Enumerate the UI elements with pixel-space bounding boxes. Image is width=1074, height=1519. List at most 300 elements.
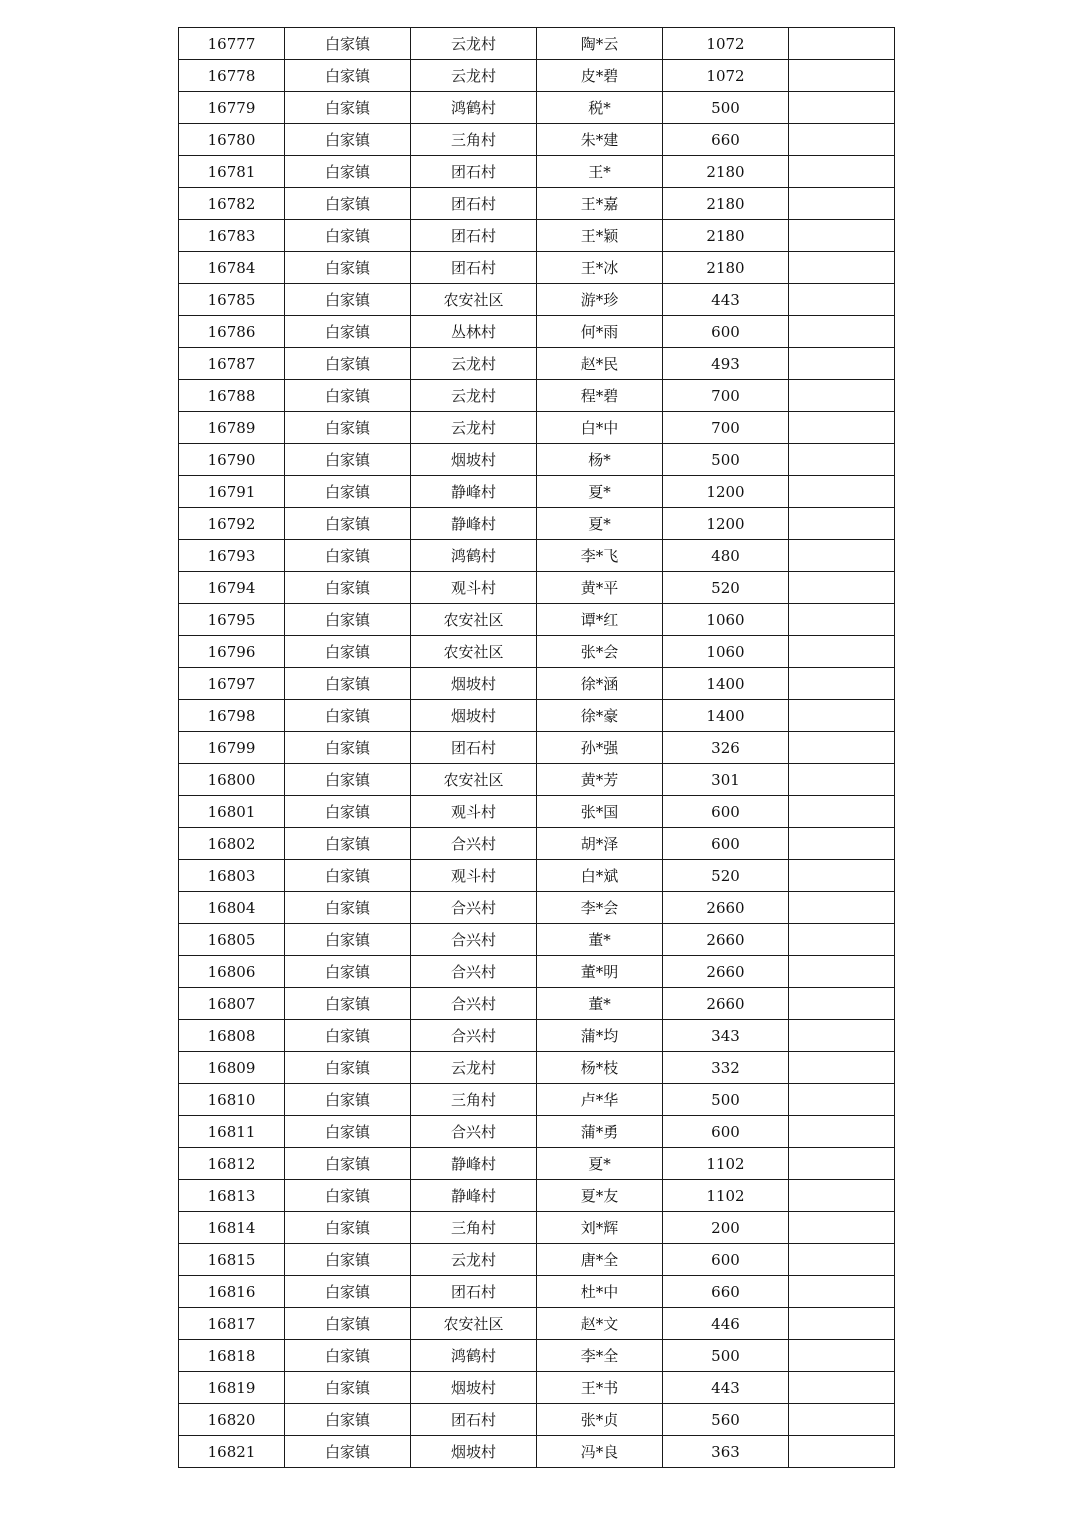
- remark-cell: [789, 1276, 895, 1308]
- town-cell: 白家镇: [285, 1436, 411, 1468]
- serial-number-cell: 16817: [179, 1308, 285, 1340]
- table-row: [179, 476, 895, 508]
- table-row: [179, 412, 895, 444]
- village-cell: 观斗村: [411, 860, 537, 892]
- remark-cell: [789, 188, 895, 220]
- person-name-cell: 董*明: [537, 956, 663, 988]
- village-cell: 云龙村: [411, 380, 537, 412]
- town-cell: 白家镇: [285, 764, 411, 796]
- serial-number-cell: 16810: [179, 1084, 285, 1116]
- person-name-cell: 刘*辉: [537, 1212, 663, 1244]
- village-cell: 云龙村: [411, 1244, 537, 1276]
- table-row: [179, 380, 895, 412]
- table-row: [179, 540, 895, 572]
- town-cell: 白家镇: [285, 796, 411, 828]
- person-name-cell: 白*中: [537, 412, 663, 444]
- remark-cell: [789, 700, 895, 732]
- table-row: [179, 188, 895, 220]
- remark-cell: [789, 1436, 895, 1468]
- table-row: [179, 828, 895, 860]
- serial-number-cell: 16805: [179, 924, 285, 956]
- town-cell: 白家镇: [285, 284, 411, 316]
- serial-number-cell: 16795: [179, 604, 285, 636]
- amount-cell: 660: [663, 124, 789, 156]
- table-row: [179, 1308, 895, 1340]
- serial-number-cell: 16793: [179, 540, 285, 572]
- town-cell: 白家镇: [285, 1020, 411, 1052]
- serial-number-cell: 16781: [179, 156, 285, 188]
- person-name-cell: 董*: [537, 924, 663, 956]
- town-cell: 白家镇: [285, 348, 411, 380]
- village-cell: 鸿鹤村: [411, 92, 537, 124]
- table-row: [179, 924, 895, 956]
- serial-number-cell: 16814: [179, 1212, 285, 1244]
- amount-cell: 1102: [663, 1180, 789, 1212]
- remark-cell: [789, 924, 895, 956]
- serial-number-cell: 16777: [179, 28, 285, 60]
- town-cell: 白家镇: [285, 444, 411, 476]
- person-name-cell: 夏*友: [537, 1180, 663, 1212]
- table-row: [179, 1084, 895, 1116]
- town-cell: 白家镇: [285, 92, 411, 124]
- remark-cell: [789, 1180, 895, 1212]
- town-cell: 白家镇: [285, 1308, 411, 1340]
- village-cell: 静峰村: [411, 508, 537, 540]
- village-cell: 观斗村: [411, 572, 537, 604]
- table-row: [179, 1340, 895, 1372]
- amount-cell: 326: [663, 732, 789, 764]
- serial-number-cell: 16813: [179, 1180, 285, 1212]
- remark-cell: [789, 1244, 895, 1276]
- person-name-cell: 杜*中: [537, 1276, 663, 1308]
- town-cell: 白家镇: [285, 1084, 411, 1116]
- remark-cell: [789, 508, 895, 540]
- person-name-cell: 蒲*均: [537, 1020, 663, 1052]
- amount-cell: 600: [663, 316, 789, 348]
- amount-cell: 480: [663, 540, 789, 572]
- village-cell: 合兴村: [411, 956, 537, 988]
- amount-cell: 2660: [663, 956, 789, 988]
- amount-cell: 493: [663, 348, 789, 380]
- village-cell: 静峰村: [411, 1180, 537, 1212]
- town-cell: 白家镇: [285, 732, 411, 764]
- person-name-cell: 冯*良: [537, 1436, 663, 1468]
- village-cell: 云龙村: [411, 60, 537, 92]
- person-name-cell: 白*斌: [537, 860, 663, 892]
- remark-cell: [789, 476, 895, 508]
- village-cell: 烟坡村: [411, 668, 537, 700]
- table-row: [179, 572, 895, 604]
- serial-number-cell: 16779: [179, 92, 285, 124]
- serial-number-cell: 16799: [179, 732, 285, 764]
- village-cell: 合兴村: [411, 924, 537, 956]
- serial-number-cell: 16821: [179, 1436, 285, 1468]
- person-name-cell: 杨*枝: [537, 1052, 663, 1084]
- serial-number-cell: 16784: [179, 252, 285, 284]
- serial-number-cell: 16818: [179, 1340, 285, 1372]
- table-row: [179, 700, 895, 732]
- table-row: [179, 1180, 895, 1212]
- serial-number-cell: 16815: [179, 1244, 285, 1276]
- serial-number-cell: 16785: [179, 284, 285, 316]
- amount-cell: 2180: [663, 188, 789, 220]
- serial-number-cell: 16811: [179, 1116, 285, 1148]
- table-row: [179, 892, 895, 924]
- town-cell: 白家镇: [285, 1404, 411, 1436]
- serial-number-cell: 16796: [179, 636, 285, 668]
- serial-number-cell: 16794: [179, 572, 285, 604]
- town-cell: 白家镇: [285, 28, 411, 60]
- remark-cell: [789, 412, 895, 444]
- remark-cell: [789, 156, 895, 188]
- serial-number-cell: 16782: [179, 188, 285, 220]
- person-name-cell: 王*颖: [537, 220, 663, 252]
- person-name-cell: 夏*: [537, 1148, 663, 1180]
- remark-cell: [789, 1212, 895, 1244]
- town-cell: 白家镇: [285, 860, 411, 892]
- amount-cell: 1102: [663, 1148, 789, 1180]
- remark-cell: [789, 860, 895, 892]
- amount-cell: 660: [663, 1276, 789, 1308]
- remark-cell: [789, 284, 895, 316]
- village-cell: 静峰村: [411, 476, 537, 508]
- table-row: [179, 1372, 895, 1404]
- amount-cell: 500: [663, 1340, 789, 1372]
- serial-number-cell: 16783: [179, 220, 285, 252]
- amount-cell: 446: [663, 1308, 789, 1340]
- person-name-cell: 李*全: [537, 1340, 663, 1372]
- table-row: [179, 252, 895, 284]
- subsidy-roster-table: [178, 27, 895, 1468]
- remark-cell: [789, 348, 895, 380]
- amount-cell: 200: [663, 1212, 789, 1244]
- town-cell: 白家镇: [285, 924, 411, 956]
- person-name-cell: 夏*: [537, 508, 663, 540]
- table-row: [179, 444, 895, 476]
- town-cell: 白家镇: [285, 124, 411, 156]
- serial-number-cell: 16806: [179, 956, 285, 988]
- village-cell: 三角村: [411, 1084, 537, 1116]
- table-row: [179, 860, 895, 892]
- village-cell: 农安社区: [411, 636, 537, 668]
- remark-cell: [789, 444, 895, 476]
- table-row: [179, 1212, 895, 1244]
- town-cell: 白家镇: [285, 1244, 411, 1276]
- town-cell: 白家镇: [285, 1372, 411, 1404]
- person-name-cell: 张*会: [537, 636, 663, 668]
- person-name-cell: 税*: [537, 92, 663, 124]
- remark-cell: [789, 796, 895, 828]
- remark-cell: [789, 252, 895, 284]
- village-cell: 云龙村: [411, 1052, 537, 1084]
- table-row: [179, 604, 895, 636]
- town-cell: 白家镇: [285, 188, 411, 220]
- table-row: [179, 508, 895, 540]
- table-row: [179, 668, 895, 700]
- town-cell: 白家镇: [285, 412, 411, 444]
- village-cell: 团石村: [411, 1404, 537, 1436]
- remark-cell: [789, 604, 895, 636]
- remark-cell: [789, 540, 895, 572]
- amount-cell: 520: [663, 860, 789, 892]
- table-row: [179, 764, 895, 796]
- person-name-cell: 王*嘉: [537, 188, 663, 220]
- person-name-cell: 李*会: [537, 892, 663, 924]
- amount-cell: 500: [663, 444, 789, 476]
- serial-number-cell: 16820: [179, 1404, 285, 1436]
- town-cell: 白家镇: [285, 380, 411, 412]
- person-name-cell: 黄*平: [537, 572, 663, 604]
- village-cell: 烟坡村: [411, 700, 537, 732]
- person-name-cell: 皮*碧: [537, 60, 663, 92]
- table-row: [179, 1276, 895, 1308]
- town-cell: 白家镇: [285, 156, 411, 188]
- town-cell: 白家镇: [285, 1212, 411, 1244]
- amount-cell: 363: [663, 1436, 789, 1468]
- town-cell: 白家镇: [285, 668, 411, 700]
- person-name-cell: 唐*全: [537, 1244, 663, 1276]
- person-name-cell: 夏*: [537, 476, 663, 508]
- table-row: [179, 92, 895, 124]
- person-name-cell: 赵*民: [537, 348, 663, 380]
- town-cell: 白家镇: [285, 1148, 411, 1180]
- village-cell: 云龙村: [411, 348, 537, 380]
- table-row: [179, 1244, 895, 1276]
- person-name-cell: 杨*: [537, 444, 663, 476]
- village-cell: 丛林村: [411, 316, 537, 348]
- village-cell: 云龙村: [411, 412, 537, 444]
- person-name-cell: 孙*强: [537, 732, 663, 764]
- amount-cell: 500: [663, 92, 789, 124]
- town-cell: 白家镇: [285, 220, 411, 252]
- amount-cell: 2180: [663, 252, 789, 284]
- amount-cell: 500: [663, 1084, 789, 1116]
- amount-cell: 2660: [663, 892, 789, 924]
- town-cell: 白家镇: [285, 476, 411, 508]
- amount-cell: 2180: [663, 220, 789, 252]
- person-name-cell: 谭*红: [537, 604, 663, 636]
- table-row: [179, 988, 895, 1020]
- remark-cell: [789, 668, 895, 700]
- table-row: [179, 348, 895, 380]
- person-name-cell: 卢*华: [537, 1084, 663, 1116]
- person-name-cell: 朱*建: [537, 124, 663, 156]
- serial-number-cell: 16786: [179, 316, 285, 348]
- village-cell: 三角村: [411, 124, 537, 156]
- amount-cell: 600: [663, 1244, 789, 1276]
- person-name-cell: 何*雨: [537, 316, 663, 348]
- table-row: [179, 156, 895, 188]
- table-row: [179, 1148, 895, 1180]
- village-cell: 团石村: [411, 188, 537, 220]
- person-name-cell: 徐*涵: [537, 668, 663, 700]
- serial-number-cell: 16816: [179, 1276, 285, 1308]
- serial-number-cell: 16800: [179, 764, 285, 796]
- amount-cell: 332: [663, 1052, 789, 1084]
- amount-cell: 600: [663, 1116, 789, 1148]
- amount-cell: 1060: [663, 604, 789, 636]
- remark-cell: [789, 1020, 895, 1052]
- serial-number-cell: 16789: [179, 412, 285, 444]
- town-cell: 白家镇: [285, 572, 411, 604]
- village-cell: 团石村: [411, 252, 537, 284]
- village-cell: 烟坡村: [411, 444, 537, 476]
- remark-cell: [789, 892, 895, 924]
- remark-cell: [789, 1404, 895, 1436]
- serial-number-cell: 16780: [179, 124, 285, 156]
- serial-number-cell: 16812: [179, 1148, 285, 1180]
- amount-cell: 600: [663, 796, 789, 828]
- person-name-cell: 胡*泽: [537, 828, 663, 860]
- amount-cell: 520: [663, 572, 789, 604]
- person-name-cell: 王*冰: [537, 252, 663, 284]
- amount-cell: 1200: [663, 508, 789, 540]
- remark-cell: [789, 316, 895, 348]
- serial-number-cell: 16791: [179, 476, 285, 508]
- serial-number-cell: 16801: [179, 796, 285, 828]
- remark-cell: [789, 572, 895, 604]
- remark-cell: [789, 732, 895, 764]
- amount-cell: 2180: [663, 156, 789, 188]
- table-body: [179, 28, 895, 1468]
- village-cell: 鸿鹤村: [411, 540, 537, 572]
- remark-cell: [789, 1308, 895, 1340]
- serial-number-cell: 16808: [179, 1020, 285, 1052]
- serial-number-cell: 16809: [179, 1052, 285, 1084]
- village-cell: 合兴村: [411, 892, 537, 924]
- village-cell: 鸿鹤村: [411, 1340, 537, 1372]
- town-cell: 白家镇: [285, 828, 411, 860]
- person-name-cell: 董*: [537, 988, 663, 1020]
- remark-cell: [789, 1052, 895, 1084]
- town-cell: 白家镇: [285, 540, 411, 572]
- serial-number-cell: 16787: [179, 348, 285, 380]
- amount-cell: 600: [663, 828, 789, 860]
- person-name-cell: 赵*文: [537, 1308, 663, 1340]
- remark-cell: [789, 988, 895, 1020]
- village-cell: 合兴村: [411, 828, 537, 860]
- table-row: [179, 1116, 895, 1148]
- table-row: [179, 1404, 895, 1436]
- remark-cell: [789, 1372, 895, 1404]
- serial-number-cell: 16778: [179, 60, 285, 92]
- amount-cell: 1060: [663, 636, 789, 668]
- amount-cell: 560: [663, 1404, 789, 1436]
- person-name-cell: 张*贞: [537, 1404, 663, 1436]
- town-cell: 白家镇: [285, 892, 411, 924]
- person-name-cell: 张*国: [537, 796, 663, 828]
- town-cell: 白家镇: [285, 636, 411, 668]
- table-row: [179, 956, 895, 988]
- remark-cell: [789, 92, 895, 124]
- remark-cell: [789, 828, 895, 860]
- table-row: [179, 1020, 895, 1052]
- remark-cell: [789, 956, 895, 988]
- amount-cell: 700: [663, 380, 789, 412]
- village-cell: 团石村: [411, 156, 537, 188]
- serial-number-cell: 16797: [179, 668, 285, 700]
- town-cell: 白家镇: [285, 700, 411, 732]
- table-row: [179, 316, 895, 348]
- remark-cell: [789, 1116, 895, 1148]
- village-cell: 农安社区: [411, 764, 537, 796]
- village-cell: 烟坡村: [411, 1436, 537, 1468]
- serial-number-cell: 16804: [179, 892, 285, 924]
- table-row: [179, 220, 895, 252]
- remark-cell: [789, 1084, 895, 1116]
- remark-cell: [789, 60, 895, 92]
- serial-number-cell: 16790: [179, 444, 285, 476]
- town-cell: 白家镇: [285, 1116, 411, 1148]
- village-cell: 三角村: [411, 1212, 537, 1244]
- table-row: [179, 124, 895, 156]
- person-name-cell: 王*: [537, 156, 663, 188]
- serial-number-cell: 16788: [179, 380, 285, 412]
- remark-cell: [789, 636, 895, 668]
- serial-number-cell: 16807: [179, 988, 285, 1020]
- table-row: [179, 732, 895, 764]
- village-cell: 烟坡村: [411, 1372, 537, 1404]
- village-cell: 农安社区: [411, 604, 537, 636]
- amount-cell: 443: [663, 1372, 789, 1404]
- serial-number-cell: 16798: [179, 700, 285, 732]
- person-name-cell: 李*飞: [537, 540, 663, 572]
- village-cell: 静峰村: [411, 1148, 537, 1180]
- town-cell: 白家镇: [285, 988, 411, 1020]
- remark-cell: [789, 1148, 895, 1180]
- town-cell: 白家镇: [285, 60, 411, 92]
- person-name-cell: 程*碧: [537, 380, 663, 412]
- amount-cell: 1072: [663, 28, 789, 60]
- table-row: [179, 1052, 895, 1084]
- amount-cell: 2660: [663, 988, 789, 1020]
- amount-cell: 443: [663, 284, 789, 316]
- serial-number-cell: 16792: [179, 508, 285, 540]
- village-cell: 团石村: [411, 732, 537, 764]
- person-name-cell: 徐*豪: [537, 700, 663, 732]
- village-cell: 云龙村: [411, 28, 537, 60]
- amount-cell: 1400: [663, 700, 789, 732]
- town-cell: 白家镇: [285, 508, 411, 540]
- town-cell: 白家镇: [285, 252, 411, 284]
- table-row: [179, 60, 895, 92]
- table-row: [179, 796, 895, 828]
- village-cell: 团石村: [411, 220, 537, 252]
- serial-number-cell: 16802: [179, 828, 285, 860]
- table-row: [179, 28, 895, 60]
- amount-cell: 2660: [663, 924, 789, 956]
- town-cell: 白家镇: [285, 1052, 411, 1084]
- village-cell: 合兴村: [411, 1020, 537, 1052]
- town-cell: 白家镇: [285, 1276, 411, 1308]
- table-row: [179, 1436, 895, 1468]
- village-cell: 农安社区: [411, 284, 537, 316]
- amount-cell: 700: [663, 412, 789, 444]
- serial-number-cell: 16803: [179, 860, 285, 892]
- remark-cell: [789, 1340, 895, 1372]
- town-cell: 白家镇: [285, 316, 411, 348]
- amount-cell: 301: [663, 764, 789, 796]
- amount-cell: 1072: [663, 60, 789, 92]
- amount-cell: 1400: [663, 668, 789, 700]
- village-cell: 合兴村: [411, 988, 537, 1020]
- remark-cell: [789, 764, 895, 796]
- town-cell: 白家镇: [285, 604, 411, 636]
- person-name-cell: 陶*云: [537, 28, 663, 60]
- serial-number-cell: 16819: [179, 1372, 285, 1404]
- amount-cell: 343: [663, 1020, 789, 1052]
- village-cell: 观斗村: [411, 796, 537, 828]
